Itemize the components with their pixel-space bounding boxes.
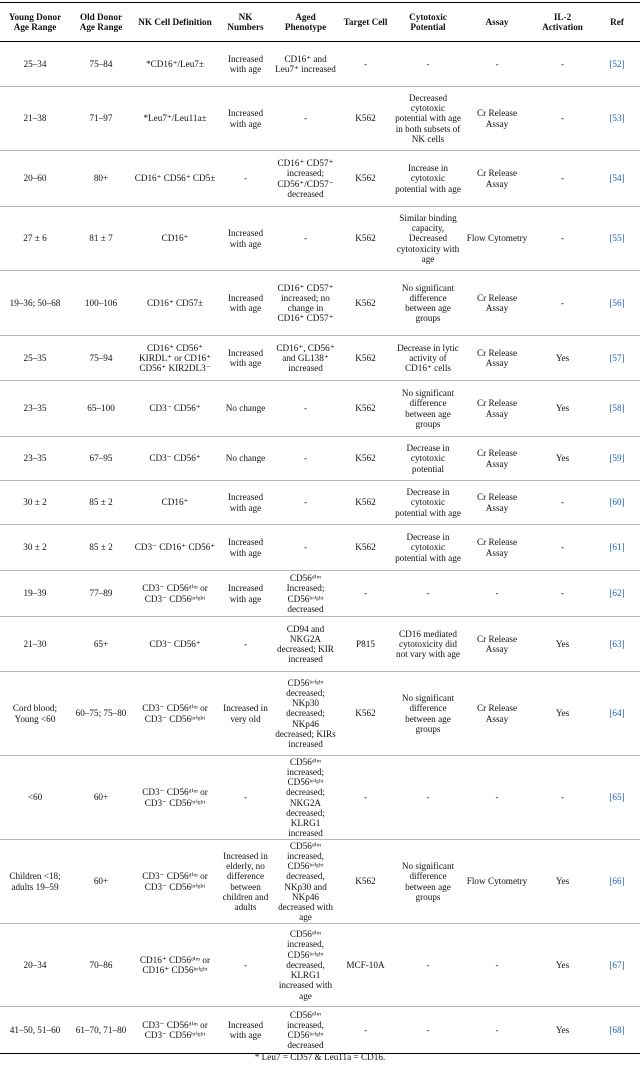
assay-cell: Cr Release Assay bbox=[463, 336, 531, 381]
cytotoxic-cell: Decrease in cytotoxic potential bbox=[393, 437, 463, 481]
reference-link[interactable]: [56] bbox=[594, 271, 640, 336]
old-age-cell: 70–86 bbox=[70, 924, 132, 1007]
assay-cell: Cr Release Assay bbox=[463, 437, 531, 481]
il2-cell: Yes bbox=[531, 336, 594, 381]
header-old-age: Old Donor Age Range bbox=[70, 3, 132, 42]
young-age-cell: 23–35 bbox=[0, 437, 70, 481]
target-cell: K562 bbox=[338, 87, 393, 151]
header-nk-numbers: NK Numbers bbox=[218, 3, 273, 42]
cytotoxic-cell: CD16 mediated cytotoxicity did not vary with age bbox=[393, 617, 463, 672]
target-cell: K562 bbox=[338, 525, 393, 571]
phenotype-cell: CD56ᵈⁱᵐ increased, CD56ᵇʳⁱᵍʰᵗ decreased, NKp30 and NKp46 decreased with age bbox=[273, 840, 338, 924]
phenotype-cell: - bbox=[273, 87, 338, 151]
young-age-cell: 25–35 bbox=[0, 336, 70, 381]
definition-cell: CD3⁻ CD56⁺ bbox=[132, 617, 218, 672]
phenotype-cell: CD16⁺ CD57⁺ increased; CD56⁺/CD57⁻ decreased bbox=[273, 151, 338, 207]
phenotype-cell: - bbox=[273, 437, 338, 481]
target-cell: - bbox=[338, 42, 393, 87]
table-row bbox=[0, 525, 640, 571]
cytotoxic-cell: No significant difference between age groups bbox=[393, 672, 463, 756]
reference-link[interactable]: [60] bbox=[594, 481, 640, 525]
old-age-cell: 81 ± 7 bbox=[70, 207, 132, 271]
reference-link[interactable]: [55] bbox=[594, 207, 640, 271]
target-cell: P815 bbox=[338, 617, 393, 672]
definition-cell: CD3⁻ CD56⁺ bbox=[132, 381, 218, 437]
il2-cell: Yes bbox=[531, 437, 594, 481]
phenotype-cell: CD16⁺ and Leu7⁺ increased bbox=[273, 42, 338, 87]
reference-link[interactable]: [54] bbox=[594, 151, 640, 207]
numbers-cell: No change bbox=[218, 437, 273, 481]
definition-cell: CD3⁻ CD16⁺ CD56⁺ bbox=[132, 525, 218, 571]
young-age-cell: 23–35 bbox=[0, 381, 70, 437]
table-row bbox=[0, 437, 640, 481]
old-age-cell: 85 ± 2 bbox=[70, 525, 132, 571]
cytotoxic-cell: Decreased cytotoxic potential with age in both subsets of NK cells bbox=[393, 87, 463, 151]
young-age-cell: 27 ± 6 bbox=[0, 207, 70, 271]
reference-link[interactable]: [63] bbox=[594, 617, 640, 672]
assay-cell: Cr Release Assay bbox=[463, 271, 531, 336]
definition-cell: CD16⁺ CD57± bbox=[132, 271, 218, 336]
cytotoxic-cell: Decrease in lytic activity of CD16⁺ cells bbox=[393, 336, 463, 381]
table-row bbox=[0, 1007, 640, 1054]
il2-cell: Yes bbox=[531, 1007, 594, 1054]
table-row bbox=[0, 381, 640, 437]
phenotype-cell: CD56ᵈⁱᵐ Increased; CD56ᵇʳⁱᵍʰᵗ decreased bbox=[273, 571, 338, 617]
phenotype-cell: CD94 and NKG2A decreased; KIR increased bbox=[273, 617, 338, 672]
numbers-cell: - bbox=[218, 756, 273, 840]
target-cell: K562 bbox=[338, 207, 393, 271]
assay-cell: Cr Release Assay bbox=[463, 481, 531, 525]
old-age-cell: 77–89 bbox=[70, 571, 132, 617]
definition-cell: CD16⁺ CD56ᵈⁱᵐ or CD16⁺ CD56ᵇʳⁱᵍʰᵗ bbox=[132, 924, 218, 1007]
old-age-cell: 60+ bbox=[70, 756, 132, 840]
young-age-cell: 20–34 bbox=[0, 924, 70, 1007]
cytotoxic-cell: No significant difference between age groups bbox=[393, 840, 463, 924]
table-row bbox=[0, 617, 640, 672]
old-age-cell: 60–75; 75–80 bbox=[70, 672, 132, 756]
young-age-cell: 21–30 bbox=[0, 617, 70, 672]
definition-cell: *CD16⁺/Leu7± bbox=[132, 42, 218, 87]
definition-cell: CD16⁺ CD56⁺ KIRDL⁺ or CD16⁺ CD56⁺ KIR2DL3⁻ bbox=[132, 336, 218, 381]
header-assay: Assay bbox=[463, 3, 531, 42]
assay-cell: - bbox=[463, 1007, 531, 1054]
numbers-cell: Increased in elderly, no difference between children and adults bbox=[218, 840, 273, 924]
numbers-cell: Increased with age bbox=[218, 336, 273, 381]
il2-cell: - bbox=[531, 525, 594, 571]
cytotoxic-cell: - bbox=[393, 924, 463, 1007]
old-age-cell: 65–100 bbox=[70, 381, 132, 437]
numbers-cell: Increased with age bbox=[218, 525, 273, 571]
table-row bbox=[0, 481, 640, 525]
cytotoxic-cell: No significant difference between age groups bbox=[393, 381, 463, 437]
cytotoxic-cell: Decrease in cytotoxic potential with age bbox=[393, 525, 463, 571]
numbers-cell: Increased with age bbox=[218, 87, 273, 151]
numbers-cell: Increased with age bbox=[218, 481, 273, 525]
phenotype-cell: - bbox=[273, 207, 338, 271]
table-footnote: * Leu7 = CD57 & Leu11a = CD16. bbox=[254, 1052, 386, 1062]
assay-cell: - bbox=[463, 924, 531, 1007]
assay-cell: - bbox=[463, 571, 531, 617]
assay-cell: Cr Release Assay bbox=[463, 525, 531, 571]
reference-link[interactable]: [61] bbox=[594, 525, 640, 571]
young-age-cell: 21–38 bbox=[0, 87, 70, 151]
phenotype-cell: CD16⁺ CD57⁺ increased; no change in CD16⁺ CD57⁺ bbox=[273, 271, 338, 336]
il2-cell: - bbox=[531, 571, 594, 617]
phenotype-cell: CD56ᵈⁱᵐ increased, CD56ᵇʳⁱᵍʰᵗ decreased bbox=[273, 1007, 338, 1054]
reference-link[interactable]: [67] bbox=[594, 924, 640, 1007]
header-nk-definition: NK Cell Definition bbox=[132, 3, 218, 42]
old-age-cell: 65+ bbox=[70, 617, 132, 672]
nk-cell-aging-table bbox=[0, 2, 640, 1054]
numbers-cell: Increased in very old bbox=[218, 672, 273, 756]
il2-cell: - bbox=[531, 756, 594, 840]
assay-cell: Cr Release Assay bbox=[463, 87, 531, 151]
assay-cell: Cr Release Assay bbox=[463, 381, 531, 437]
table-row bbox=[0, 207, 640, 271]
il2-cell: - bbox=[531, 151, 594, 207]
target-cell: - bbox=[338, 571, 393, 617]
young-age-cell: 25–34 bbox=[0, 42, 70, 87]
definition-cell: CD3⁻ CD56ᵈⁱᵐ or CD3⁻ CD56ᵇʳⁱᵍʰᵗ bbox=[132, 756, 218, 840]
assay-cell: Cr Release Assay bbox=[463, 672, 531, 756]
old-age-cell: 100–106 bbox=[70, 271, 132, 336]
assay-cell: Cr Release Assay bbox=[463, 151, 531, 207]
table-row bbox=[0, 87, 640, 151]
old-age-cell: 71–97 bbox=[70, 87, 132, 151]
numbers-cell: - bbox=[218, 617, 273, 672]
target-cell: K562 bbox=[338, 672, 393, 756]
definition-cell: CD3⁻ CD56ᵈⁱᵐ or CD3⁻ CD56ᵇʳⁱᵍʰᵗ bbox=[132, 1007, 218, 1054]
il2-cell: - bbox=[531, 207, 594, 271]
numbers-cell: Increased with age bbox=[218, 1007, 273, 1054]
header-row bbox=[0, 3, 640, 42]
definition-cell: CD3⁻ CD56ᵈⁱᵐ or CD3⁻ CD56ᵇʳⁱᵍʰᵗ bbox=[132, 571, 218, 617]
phenotype-cell: CD56ᵈⁱᵐ increased; CD56ᵇʳⁱᵍʰᵗ decreased; NKG2A decreased; KLRG1 increased bbox=[273, 756, 338, 840]
target-cell: K562 bbox=[338, 437, 393, 481]
numbers-cell: - bbox=[218, 151, 273, 207]
assay-cell: - bbox=[463, 756, 531, 840]
young-age-cell: Cord blood; Young <60 bbox=[0, 672, 70, 756]
numbers-cell: Increased with age bbox=[218, 271, 273, 336]
young-age-cell: 19–39 bbox=[0, 571, 70, 617]
target-cell: K562 bbox=[338, 840, 393, 924]
target-cell: K562 bbox=[338, 271, 393, 336]
target-cell: MCF-10A bbox=[338, 924, 393, 1007]
numbers-cell: - bbox=[218, 924, 273, 1007]
definition-cell: CD16⁺ bbox=[132, 207, 218, 271]
table-row bbox=[0, 271, 640, 336]
il2-cell: Yes bbox=[531, 840, 594, 924]
young-age-cell: 30 ± 2 bbox=[0, 525, 70, 571]
young-age-cell: 19–36; 50–68 bbox=[0, 271, 70, 336]
phenotype-cell: - bbox=[273, 525, 338, 571]
header-ref: Ref bbox=[594, 3, 640, 42]
numbers-cell: Increased with age bbox=[218, 42, 273, 87]
old-age-cell: 60+ bbox=[70, 840, 132, 924]
old-age-cell: 75–94 bbox=[70, 336, 132, 381]
definition-cell: *Leu7⁺/Leu11a± bbox=[132, 87, 218, 151]
target-cell: K562 bbox=[338, 481, 393, 525]
reference-link[interactable]: [68] bbox=[594, 1007, 640, 1054]
header-young-age: Young Donor Age Range bbox=[0, 3, 70, 42]
target-cell: K562 bbox=[338, 336, 393, 381]
young-age-cell: 20–60 bbox=[0, 151, 70, 207]
numbers-cell: Increased with age bbox=[218, 571, 273, 617]
reference-link[interactable]: [58] bbox=[594, 381, 640, 437]
definition-cell: CD3⁻ CD56ᵈⁱᵐ or CD3⁻ CD56ᵇʳⁱᵍʰᵗ bbox=[132, 672, 218, 756]
phenotype-cell: - bbox=[273, 481, 338, 525]
il2-cell: Yes bbox=[531, 617, 594, 672]
target-cell: - bbox=[338, 756, 393, 840]
il2-cell: Yes bbox=[531, 672, 594, 756]
header-target-cell: Target Cell bbox=[338, 3, 393, 42]
young-age-cell: Children <18; adults 19–59 bbox=[0, 840, 70, 924]
assay-cell: Flow Cytometry bbox=[463, 207, 531, 271]
young-age-cell: 41–50, 51–60 bbox=[0, 1007, 70, 1054]
numbers-cell: No change bbox=[218, 381, 273, 437]
phenotype-cell: CD16⁺, CD56⁺ and GL138⁺ increased bbox=[273, 336, 338, 381]
il2-cell: - bbox=[531, 42, 594, 87]
old-age-cell: 80+ bbox=[70, 151, 132, 207]
cytotoxic-cell: - bbox=[393, 756, 463, 840]
assay-cell: Cr Release Assay bbox=[463, 617, 531, 672]
reference-link[interactable]: [57] bbox=[594, 336, 640, 381]
il2-cell: - bbox=[531, 271, 594, 336]
table-row bbox=[0, 571, 640, 617]
phenotype-cell: CD56ᵇʳⁱᵍʰᵗ decreased; NKp30 decreased; NKp46 decreased; KIRs increased bbox=[273, 672, 338, 756]
old-age-cell: 67–95 bbox=[70, 437, 132, 481]
reference-link[interactable]: [64] bbox=[594, 672, 640, 756]
reference-link[interactable]: [62] bbox=[594, 571, 640, 617]
definition-cell: CD16⁺ bbox=[132, 481, 218, 525]
table-row bbox=[0, 840, 640, 924]
header-il2-activation: IL-2 Activation bbox=[531, 3, 594, 42]
cytotoxic-cell: - bbox=[393, 42, 463, 87]
definition-cell: CD3⁻ CD56ᵈⁱᵐ or CD3⁻ CD56ᵇʳⁱᵍʰᵗ bbox=[132, 840, 218, 924]
reference-link[interactable]: [52] bbox=[594, 42, 640, 87]
table-row bbox=[0, 672, 640, 756]
numbers-cell: Increased with age bbox=[218, 207, 273, 271]
old-age-cell: 75–84 bbox=[70, 42, 132, 87]
young-age-cell: 30 ± 2 bbox=[0, 481, 70, 525]
assay-cell: Flow Cytometry bbox=[463, 840, 531, 924]
definition-cell: CD16⁺ CD56⁺ CD5± bbox=[132, 151, 218, 207]
cytotoxic-cell: Similar binding capacity, Decreased cytotoxicity with age bbox=[393, 207, 463, 271]
phenotype-cell: - bbox=[273, 381, 338, 437]
phenotype-cell: CD56ᵈⁱᵐ increased, CD56ᵇʳⁱᵍʰᵗ decreased, KLRG1 increased with age bbox=[273, 924, 338, 1007]
cytotoxic-cell: Increase in cytotoxic potential with age bbox=[393, 151, 463, 207]
young-age-cell: <60 bbox=[0, 756, 70, 840]
table-row bbox=[0, 42, 640, 87]
table-row bbox=[0, 151, 640, 207]
il2-cell: Yes bbox=[531, 381, 594, 437]
table-row bbox=[0, 336, 640, 381]
target-cell: K562 bbox=[338, 381, 393, 437]
reference-link[interactable]: [59] bbox=[594, 437, 640, 481]
il2-cell: - bbox=[531, 87, 594, 151]
assay-cell: - bbox=[463, 42, 531, 87]
old-age-cell: 61–70, 71–80 bbox=[70, 1007, 132, 1054]
reference-link[interactable]: [66] bbox=[594, 840, 640, 924]
header-aged-phenotype: Aged Phenotype bbox=[273, 3, 338, 42]
header-cytotoxic-potential: Cytotoxic Potential bbox=[393, 3, 463, 42]
reference-link[interactable]: [53] bbox=[594, 87, 640, 151]
cytotoxic-cell: - bbox=[393, 1007, 463, 1054]
il2-cell: Yes bbox=[531, 924, 594, 1007]
target-cell: K562 bbox=[338, 151, 393, 207]
reference-link[interactable]: [65] bbox=[594, 756, 640, 840]
target-cell: - bbox=[338, 1007, 393, 1054]
old-age-cell: 85 ± 2 bbox=[70, 481, 132, 525]
cytotoxic-cell: Decrease in cytotoxic potential with age bbox=[393, 481, 463, 525]
definition-cell: CD3⁻ CD56⁺ bbox=[132, 437, 218, 481]
table-row bbox=[0, 924, 640, 1007]
il2-cell: - bbox=[531, 481, 594, 525]
table-row bbox=[0, 756, 640, 840]
cytotoxic-cell: - bbox=[393, 571, 463, 617]
cytotoxic-cell: No significant difference between age groups bbox=[393, 271, 463, 336]
